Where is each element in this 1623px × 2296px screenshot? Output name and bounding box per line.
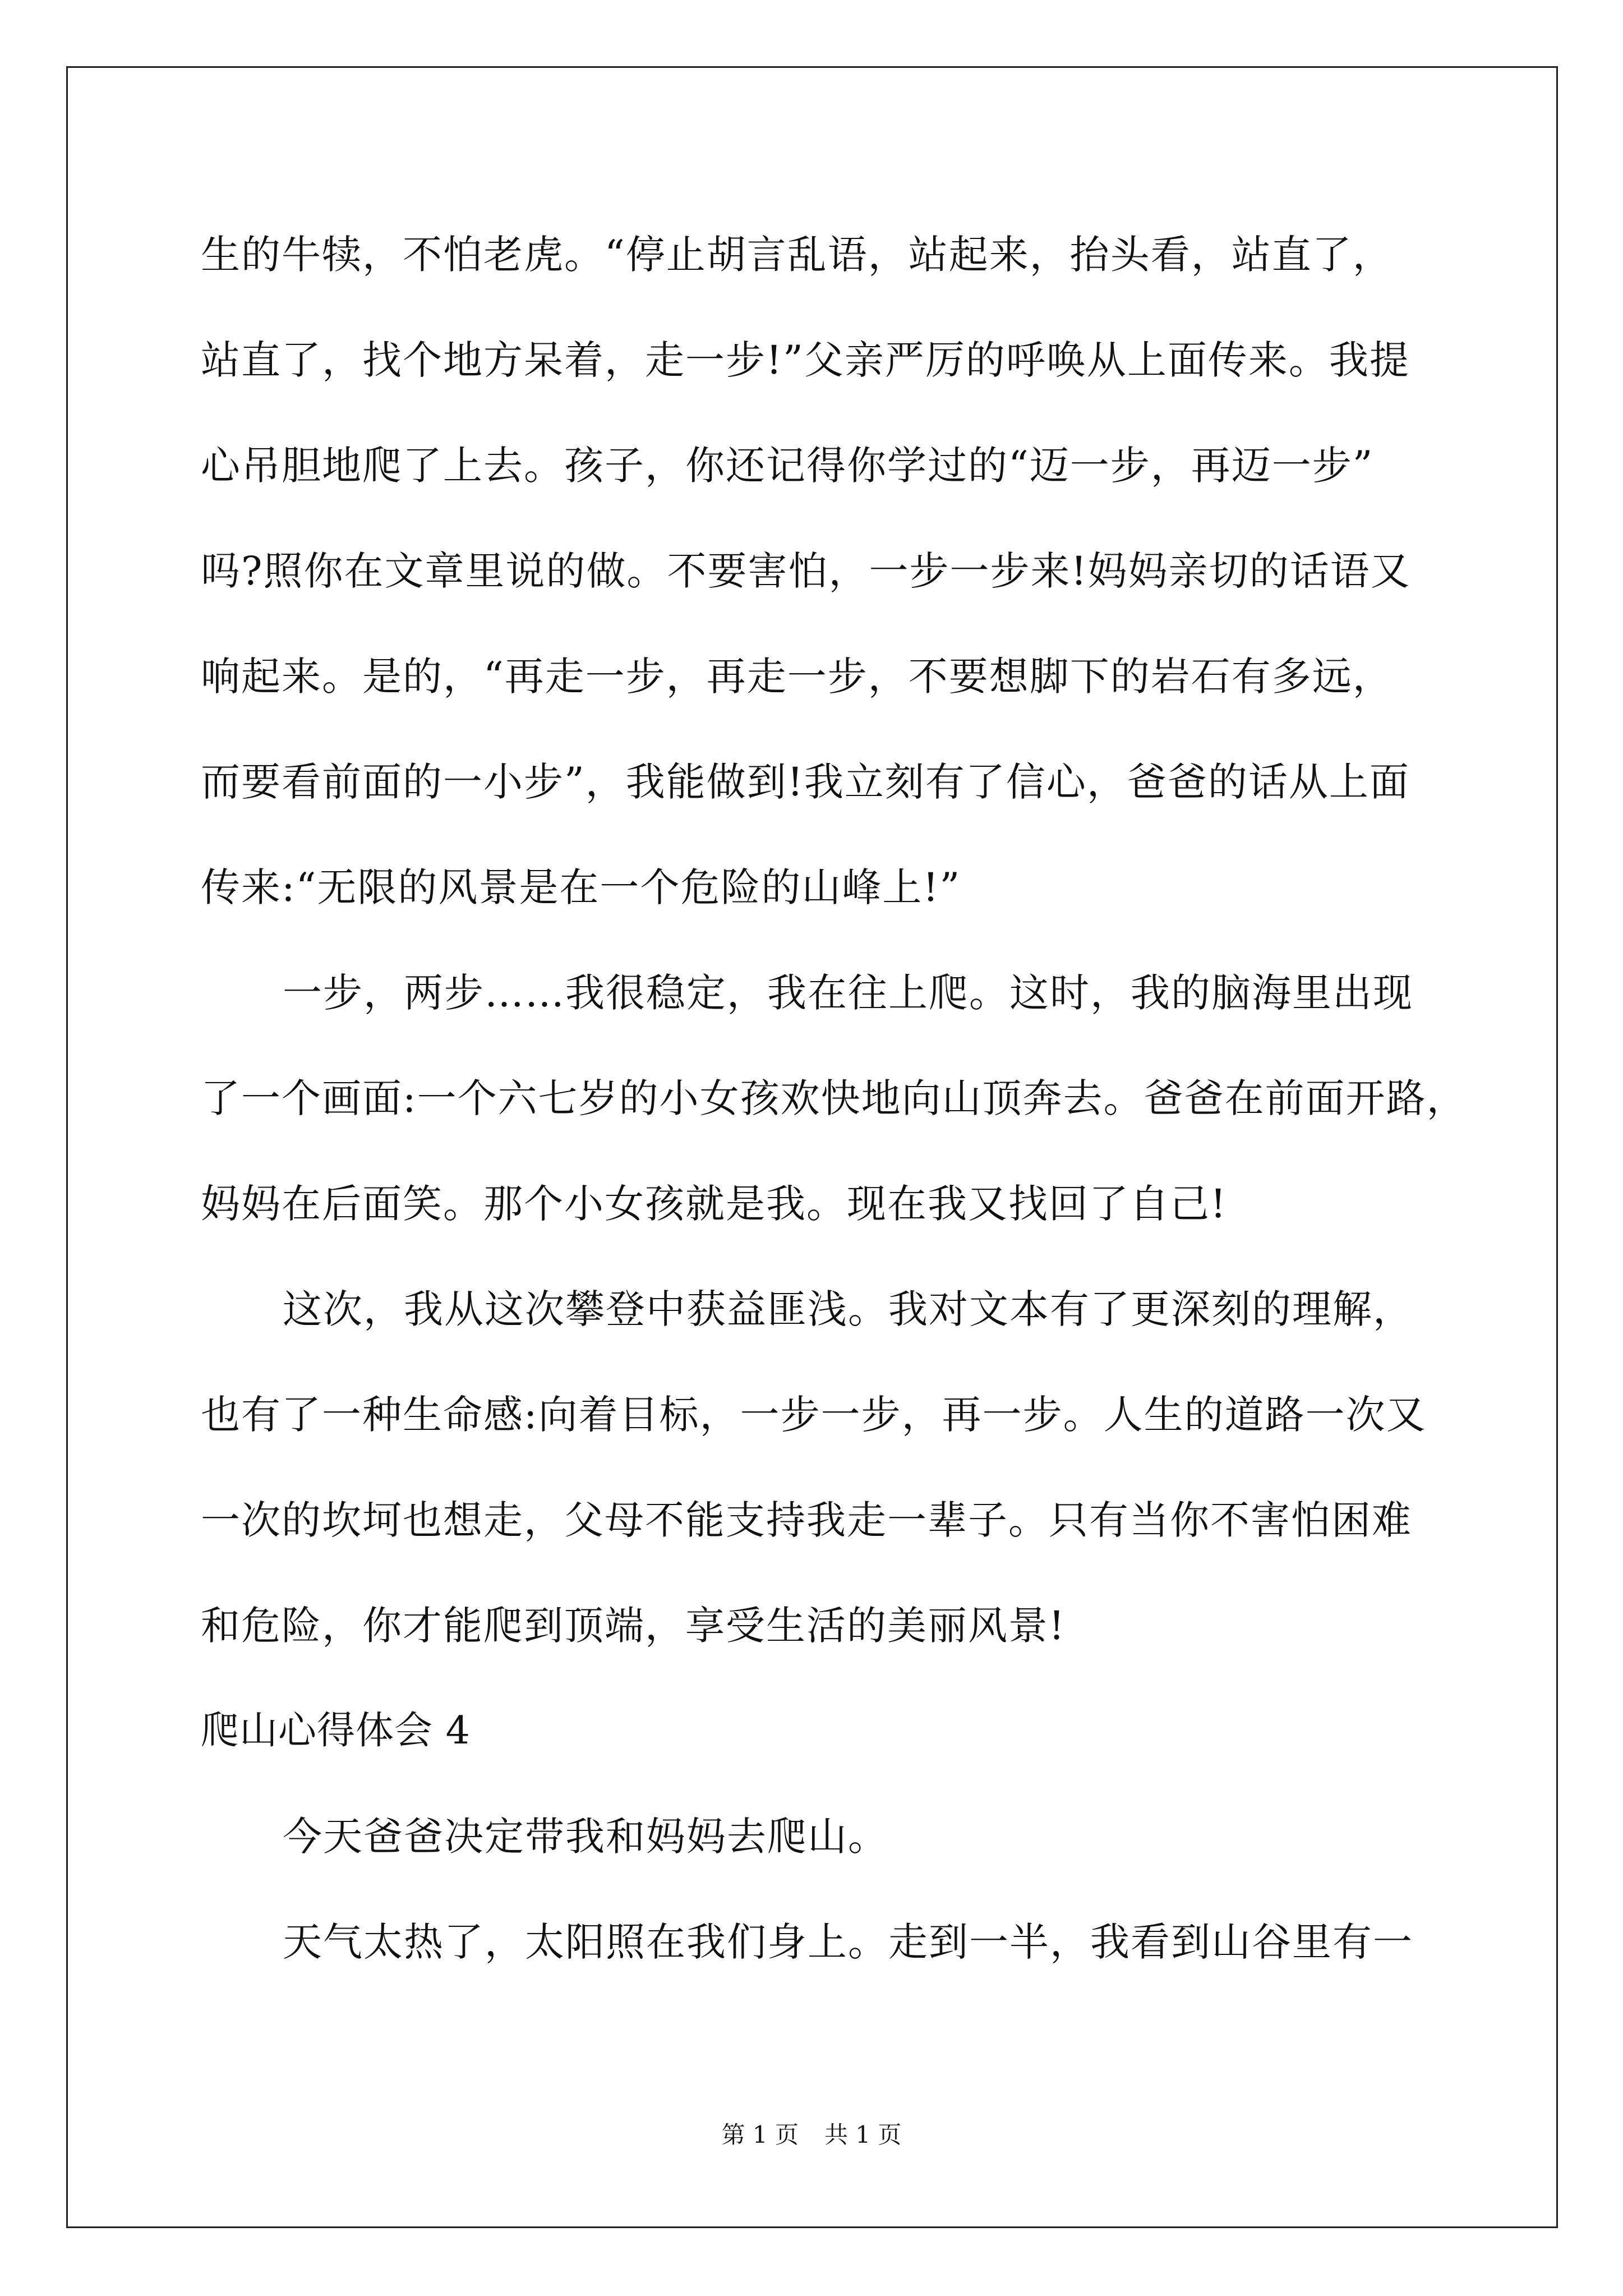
text-line-9: 了一个画面:一个六七岁的小女孩欢快地向山顶奔去。爸爸在前面开路，: [201, 1075, 1467, 1121]
text-line-13: 一次的坎坷也想走，父母不能支持我走一辈子。只有当你不害怕困难: [201, 1497, 1412, 1543]
text-line-3: 心吊胆地爬了上去。孩子，你还记得你学过的“迈一步，再迈一步”: [201, 443, 1374, 489]
text-line-2: 站直了，找个地方呆着，走一步!”父亲严厉的呼唤从上面传来。我提: [201, 337, 1410, 383]
text-line-11: 这次，我从这次攀登中获益匪浅。我对文本有了更深刻的理解，: [283, 1286, 1413, 1332]
text-line-8: 一步，两步……我很稳定，我在往上爬。这时，我的脑海里出现: [283, 970, 1413, 1016]
page-footer: [0, 2119, 1623, 2151]
section-heading: 爬山心得体会 4: [201, 1709, 471, 1753]
section-line-1: 今天爸爸决定带我和妈妈去爬山。: [283, 1814, 888, 1860]
page-total: 共 1 页: [824, 2121, 902, 2148]
text-line-4: 吗?照你在文章里说的做。不要害怕，一步一步来!妈妈亲切的话语又: [201, 548, 1411, 594]
section-line-2: 天气太热了，太阳照在我们身上。走到一半，我看到山谷里有一: [283, 1919, 1413, 1965]
text-line-1: 生的牛犊，不怕老虎。“停止胡言乱语，站起来，抬头看，站直了，: [201, 232, 1393, 278]
text-line-7: 传来:“无限的风景是在一个危险的山峰上!”: [201, 864, 961, 910]
text-line-10: 妈妈在后面笑。那个小女孩就是我。现在我又找回了自己!: [201, 1181, 1228, 1227]
page-number: 第 1 页: [721, 2121, 799, 2148]
text-line-12: 也有了一种生命感:向着目标，一步一步，再一步。人生的道路一次又: [201, 1392, 1427, 1438]
text-line-6: 而要看前面的一小步”，我能做到!我立刻有了信心，爸爸的话从上面: [201, 759, 1410, 805]
text-line-5: 响起来。是的，“再走一步，再走一步，不要想脚下的岩石有多远，: [201, 654, 1393, 700]
text-line-14: 和危险，你才能爬到顶端，享受生活的美丽风景!: [201, 1603, 1066, 1649]
document-body: [201, 202, 1467, 1995]
